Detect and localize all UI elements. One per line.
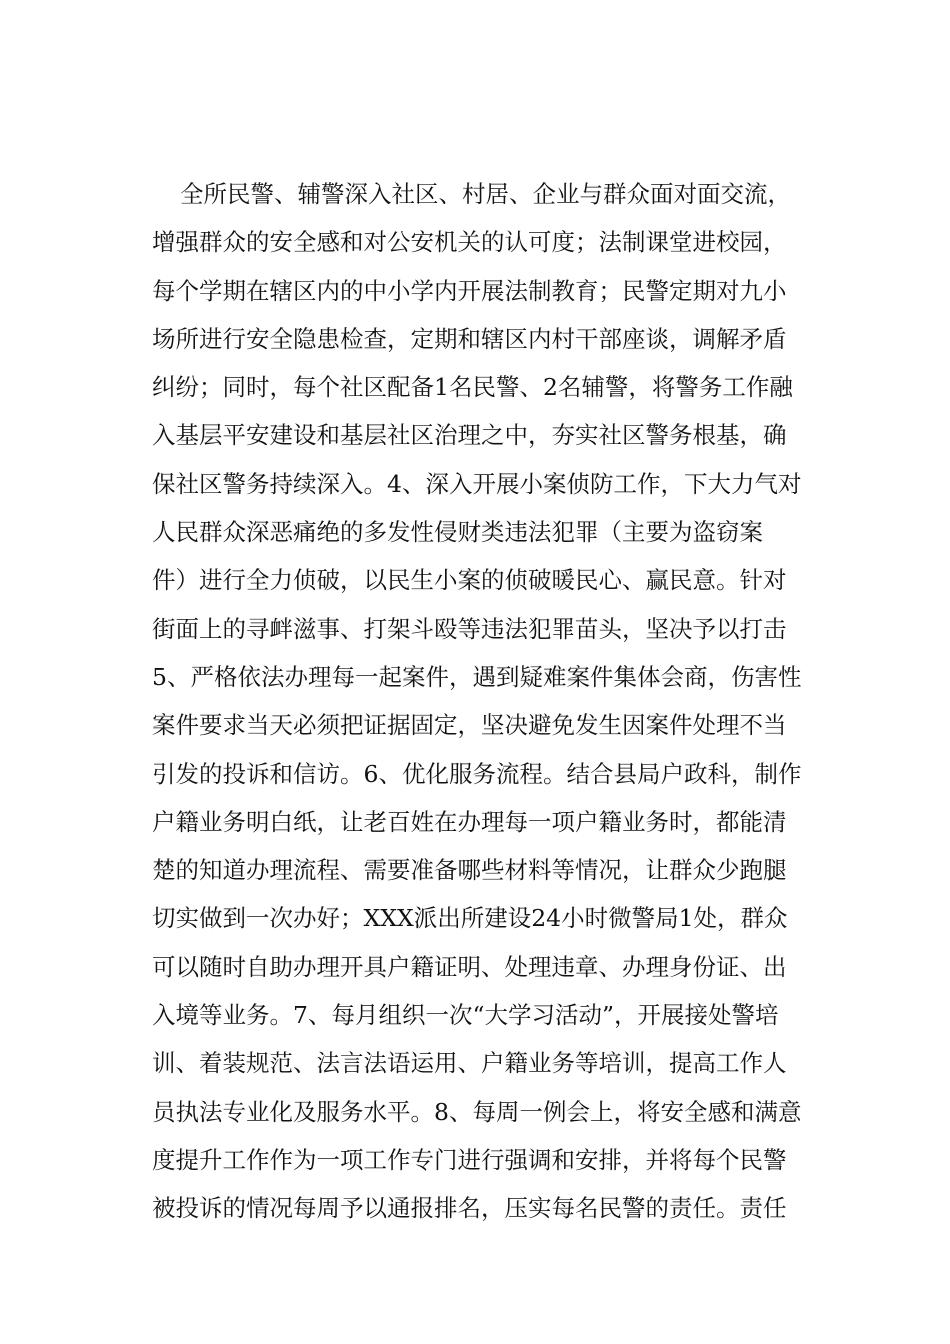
text-line: 人民群众深恶痛绝的多发性侵财类违法犯罪（主要为盗窃案 [152,518,763,547]
text-line: 增强群众的安全感和对公安机关的认可度；法制课堂进校园， [152,228,787,257]
text-line: 切实做到一次办好；XXX派出所建设24小时微警局1处，群众 [152,904,788,933]
text-line: 入境等业务。7、每月组织一次“大学习活动”，开展接处警培 [152,1001,779,1030]
text-line: 场所进行安全隐患检查，定期和辖区内村干部座谈，调解矛盾 [152,324,787,353]
text-line: 每个学期在辖区内的中小学内开展法制教育；民警定期对九小 [152,276,787,305]
text-line: 员执法专业化及服务水平。8、每周一例会上，将安全感和满意 [152,1097,802,1126]
text-line: 保社区警务持续深入。4、深入开展小案侦防工作，下大力气对 [152,469,802,498]
text-line: 纠纷；同时，每个社区配备1名民警、2名辅警，将警务工作融 [152,373,793,402]
text-line: 入基层平安建设和基层社区治理之中，夯实社区警务根基，确 [152,421,787,450]
text-line: 度提升工作作为一项工作专门进行强调和安排，并将每个民警 [152,1145,787,1174]
text-line: 引发的投诉和信访。6、优化服务流程。结合县局户政科，制作 [152,759,802,788]
text-line: 件）进行全力侦破，以民生小案的侦破暖民心、赢民意。针对 [152,566,787,595]
text-line: 训、着装规范、法言法语运用、户籍业务等培训，提高工作人 [152,1049,787,1078]
text-line: 全所民警、辅警深入社区、村居、企业与群众面对面交流， [180,180,791,208]
text-line: 户籍业务明白纸，让老百姓在办理每一项户籍业务时，都能清 [152,807,787,836]
text-line: 5、严格依法办理每一起案件，遇到疑难案件集体会商，伤害性 [152,662,802,691]
text-line: 楚的知道办理流程、需要准备哪些材料等情况，让群众少跑腿 [152,856,787,885]
body-paragraph [152,170,852,1233]
text-line: 案件要求当天必须把证据固定，坚决避免发生因案件处理不当 [152,711,787,740]
text-line: 街面上的寻衅滋事、打架斗殴等违法犯罪苗头，坚决予以打击 [152,614,787,643]
text-line: 被投诉的情况每周予以通报排名，压实每名民警的责任。责任 [152,1194,787,1223]
text-line: 可以随时自助办理开具户籍证明、处理违章、办理身份证、出 [152,952,787,981]
